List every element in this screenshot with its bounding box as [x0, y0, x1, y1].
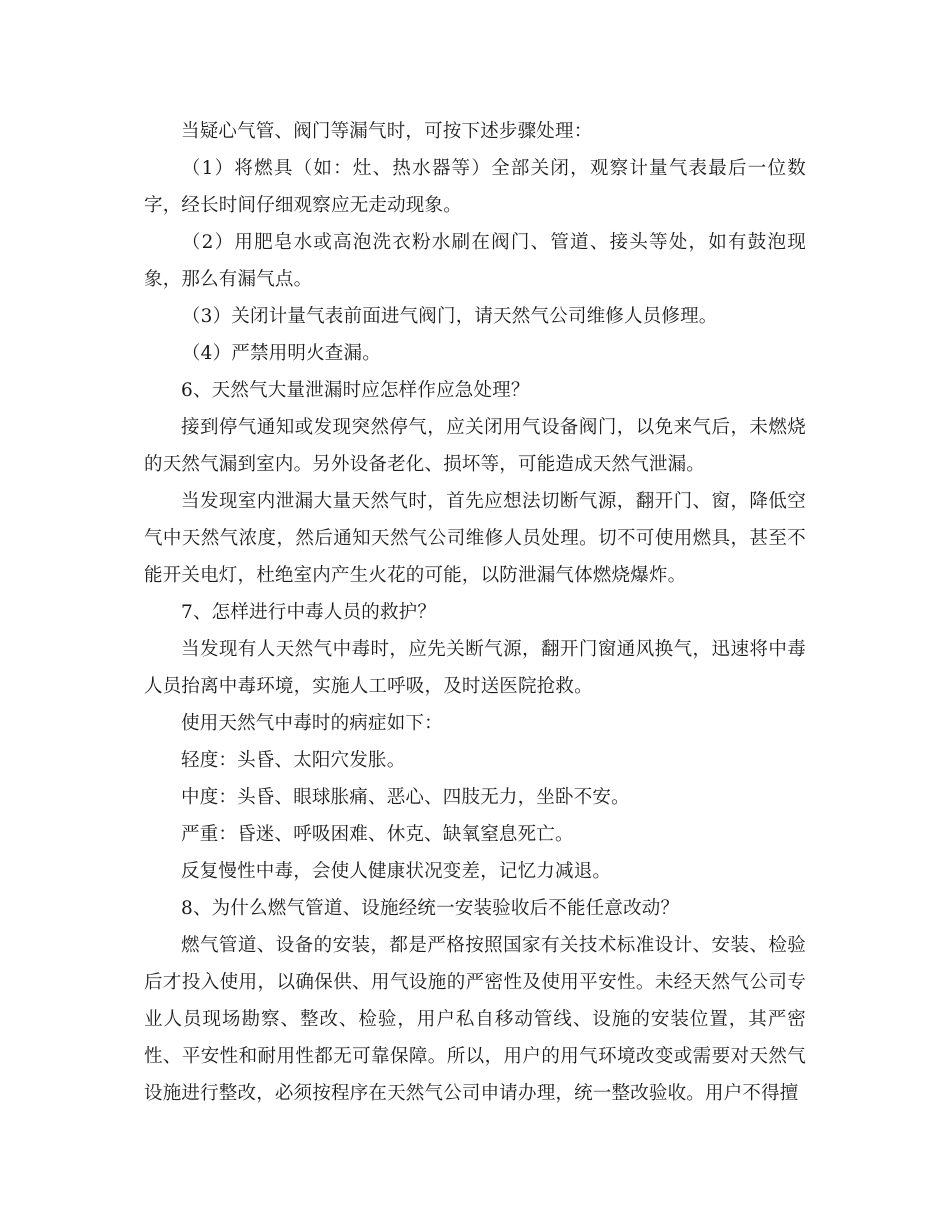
- paragraph-symptom-severe: 严重：昏迷、呼吸困难、休克、缺氧窒息死亡。: [181, 824, 574, 845]
- paragraph-step-1: （1）将燃具（如：灶、热水器等）全部关闭，观察计量气表最后一位数字，经长时间仔细观察应无走动现象。: [144, 158, 806, 216]
- paragraph-step-2: （2）用肥皂水或高泡洗衣粉水刷在阀门、管道、接头等处，如有鼓泡现象，那么有漏气点。: [144, 232, 806, 290]
- paragraph-large-leak: 当发现室内泄漏大量天然气时，首先应想法切断气源，翻开门、窗，降低空气中天然气浓度，然后通知天然气公司维修人员处理。切不可使用燃具，甚至不能开关电灯，杜绝室内产生火花的可能，以防泄漏气体燃烧爆炸。: [144, 491, 806, 586]
- paragraph-step-3: （3）关闭计量气表前面进气阀门，请天然气公司维修人员修理。: [181, 306, 718, 327]
- paragraph-symptom-moderate: 中度：头昏、眼球胀痛、恶心、四肢无力，坐卧不安。: [181, 787, 630, 808]
- paragraph-intro: 当疑心气管、阀门等漏气时，可按下述步骤处理：: [181, 121, 593, 142]
- document-body: [144, 113, 806, 1112]
- paragraph-rescue: 当发现有人天然气中毒时，应先关断气源，翻开门窗通风换气，迅速将中毒人员抬离中毒环境，实施人工呼吸，及时送医院抢救。: [144, 639, 806, 697]
- paragraph-installation: 燃气管道、设备的安装，都是严格按照国家有关技术标准设计、安装、检验后才投入使用，以确保供、用气设施的严密性及使用平安性。未经天然气公司专业人员现场勘察、整改、检验，用户私自移动管线、设施的安装位置，其严密性、平安性和耐用性都无可靠保障。所以，用户的用气环境改变或需要对天然气设施进行整改，必须按程序在天然气公司申请办理，统一整改验收。用户不得擅: [144, 935, 806, 1104]
- section-heading-8: 8、为什么燃气管道、设施经统一安装验收后不能任意改动？: [181, 898, 680, 919]
- paragraph-chronic: 反复慢性中毒，会使人健康状况变差，记忆力减退。: [181, 861, 612, 882]
- paragraph-symptom-mild: 轻度：头昏、太阳穴发胀。: [181, 750, 406, 771]
- paragraph-stop-gas: 接到停气通知或发现突然停气，应关闭用气设备阀门，以免来气后，未燃烧的天然气漏到室内。另外设备老化、损坏等，可能造成天然气泄漏。: [144, 417, 806, 475]
- section-heading-7: 7、怎样进行中毒人员的救护？: [181, 602, 437, 623]
- section-heading-6: 6、天然气大量泄漏时应怎样作应急处理？: [181, 380, 530, 401]
- paragraph-step-4: （4）严禁用明火查漏。: [181, 343, 381, 364]
- paragraph-symptoms-intro: 使用天然气中毒时的病症如下：: [181, 713, 443, 734]
